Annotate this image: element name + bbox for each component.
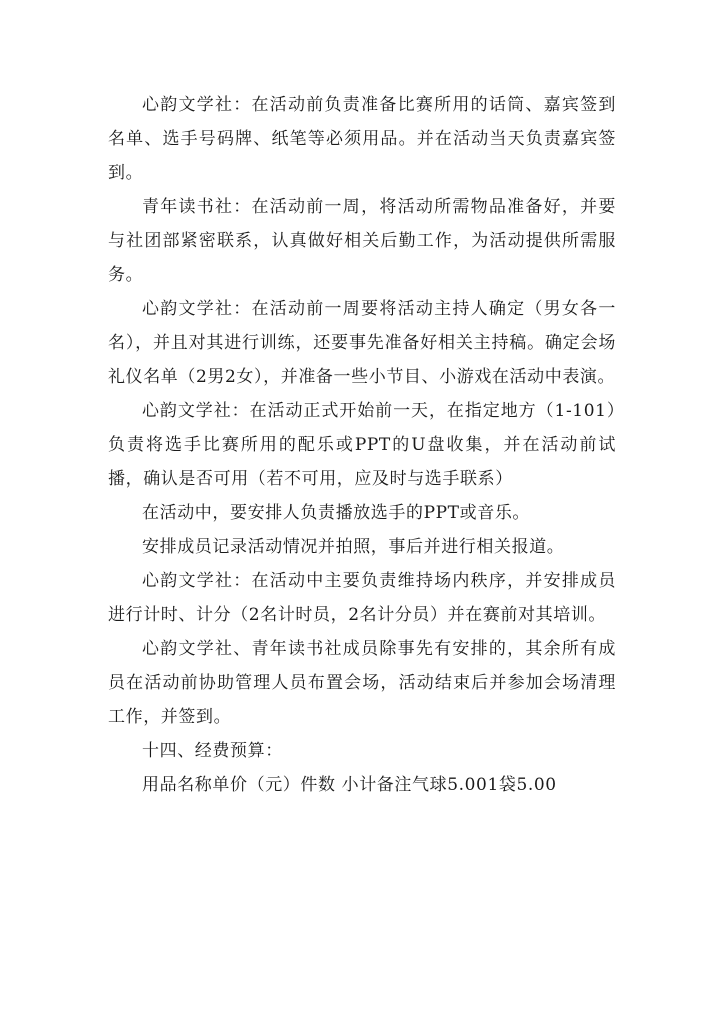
paragraph-all-members: 心韵文学社、青年读书社成员除事先有安排的，其余所有成员在活动前协助管理人员布置会场，活动结束后并参加会场清理工作，并签到。 <box>108 639 616 727</box>
paragraph-playback: 在活动中，要安排人负责播放选手的PPT或音乐。 <box>142 503 531 523</box>
paragraph-qingnian-logistics: 青年读书社：在活动前一周，将活动所需物品准备好，并要与社团部紧密联系，认真做好相关后勤工作，为活动提供所需服务。 <box>108 197 616 285</box>
paragraph-xinyun-equipment: 心韵文学社：在活动前负责准备比赛所用的话筒、嘉宾签到名单、选手号码牌、纸笔等必须用品。并在活动当天负责嘉宾签到。 <box>108 95 616 183</box>
paragraph-photography: 安排成员记录活动情况并拍照，事后并进行相关报道。 <box>142 537 565 557</box>
paragraph-budget-table-text: 用品名称单价（元）件数 小计备注气球5.001袋5.00 <box>142 775 557 795</box>
section-heading-budget: 十四、经费预算： <box>142 741 283 761</box>
document-body <box>108 88 616 802</box>
paragraph-xinyun-media-collection: 心韵文学社：在活动正式开始前一天，在指定地方（1-101）负责将选手比赛所用的配乐或PPT的U盘收集，并在活动前试播，确认是否可用（若不可用，应及时与选手联系） <box>108 401 616 489</box>
paragraph-xinyun-hosts: 心韵文学社：在活动前一周要将活动主持人确定（男女各一名），并且对其进行训练，还要事先准备好相关主持稿。确定会场礼仪名单（2男2女），并准备一些小节目、小游戏在活动中表演。 <box>108 299 616 387</box>
paragraph-xinyun-order: 心韵文学社：在活动中主要负责维持场内秩序，并安排成员进行计时、计分（2名计时员，2名计分员）并在赛前对其培训。 <box>108 571 616 625</box>
